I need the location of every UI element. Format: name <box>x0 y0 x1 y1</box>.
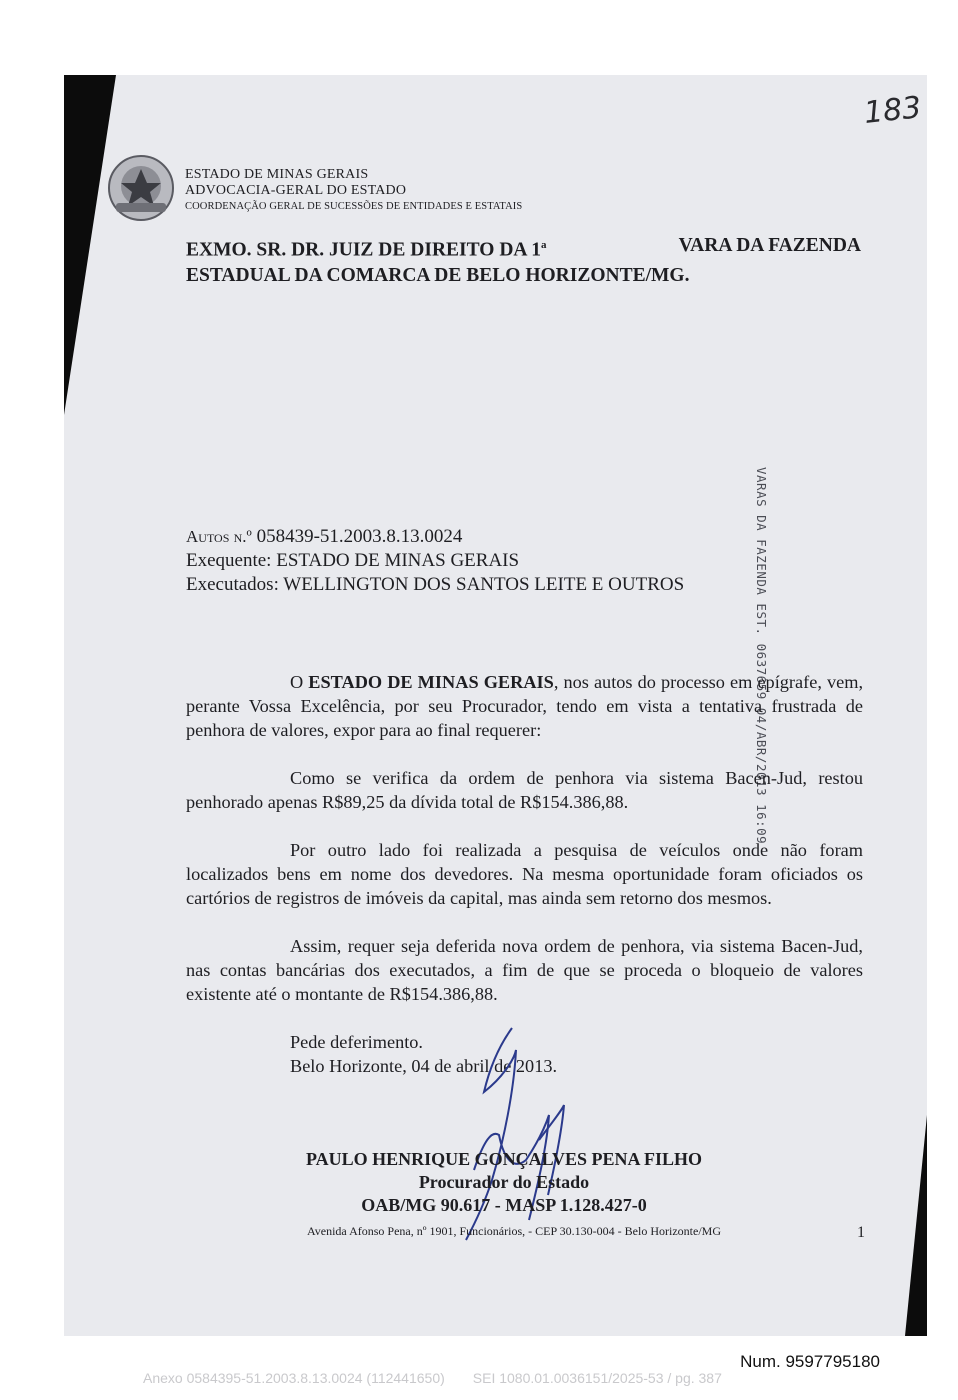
annex-watermark <box>143 1370 722 1386</box>
paragraph-1: O ESTADO DE MINAS GERAIS, nos autos do processo em epígrafe, vem, perante Vossa Excelência, por seu Procurador, tendo em vista a tentativa frustrada de penhora de valores, expor para ao final requerer: <box>186 672 864 740</box>
addressee-line1-right: VARA DA FAZENDA <box>678 235 861 256</box>
header-department: COORDENAÇÃO GERAL DE SUCESSÕES DE ENTIDADES E ESTATAIS <box>185 201 523 212</box>
autos-label: Autos n.º <box>186 527 252 546</box>
scan-right-shadow <box>887 75 927 1336</box>
paragraph-2: Como se verifica da ordem de penhora via sistema Bacen-Jud, restou penhorado apenas R$89,25 da dívida total de R$154.386,88. <box>186 768 863 812</box>
addressee <box>186 233 861 288</box>
protocol-stamp: VARAS DA FAZENDA EST. 0637659 04/ABR/2013 16:09 <box>754 467 769 845</box>
document-num-label: Num. 9597795180 <box>740 1352 880 1371</box>
party-name: ESTADO DE MINAS GERAIS <box>308 672 554 692</box>
signatory-title: Procurador do Estado <box>418 1172 590 1192</box>
exequente-line: Exequente: ESTADO DE MINAS GERAIS <box>186 550 520 571</box>
scan-left-shadow <box>64 75 124 1336</box>
scanned-page <box>64 75 927 1336</box>
signatory-block <box>244 1148 764 1217</box>
paragraph-4: Assim, requer seja deferida nova ordem de penhora, via sistema Bacen-Jud, nas contas bancárias dos executados, a fim de que se proceda o bloqueio de valores existente até o montante de R$154.386,88. <box>186 936 863 1004</box>
executados-line: Executados: WELLINGTON DOS SANTOS LEITE E OUTROS <box>186 574 685 595</box>
case-info <box>186 525 684 597</box>
annex-right: SEI 1080.01.0036151/2025-53 / pg. 387 <box>472 1370 722 1386</box>
footer-address: Avenida Afonso Pena, nº 1901, Funcionários, - CEP 30.130-004 - Belo Horizonte/MG <box>306 1224 721 1238</box>
handwritten-page-number: 183 <box>862 90 923 131</box>
ordinal-sup: a <box>541 239 547 251</box>
header-state: ESTADO DE MINAS GERAIS <box>185 167 369 182</box>
autos-number: 058439-51.2003.8.13.0024 <box>256 526 463 547</box>
addressee-line1-left: EXMO. SR. DR. JUIZ DE DIREITO DA 1$^a$ <box>186 239 547 261</box>
autos-line <box>186 525 684 549</box>
signatory-registration: OAB/MG 90.617 - MASP 1.128.427-0 <box>361 1195 647 1215</box>
page-number: 1 <box>857 1224 865 1241</box>
state-seal-icon <box>106 153 176 223</box>
header-agency: ADVOCACIA-GERAL DO ESTADO <box>185 183 407 198</box>
paragraph-3: Por outro lado foi realizada a pesquisa de veículos onde não foram localizados bens em nome dos devedores. Na mesma oportunidade foram oficiados os cartórios de registros de imóveis da capital, mas ainda sem retorno dos mesmos. <box>186 840 863 908</box>
institution-header <box>185 167 522 215</box>
closing-request: Pede deferimento. <box>290 1032 423 1052</box>
annex-left: Anexo 0584395-51.2003.8.13.0024 (112441650) <box>143 1370 445 1386</box>
closing-date: Belo Horizonte, 04 de abril de 2013. <box>290 1056 558 1076</box>
addressee-line2: ESTADUAL DA COMARCA DE BELO HORIZONTE/MG. <box>186 264 690 286</box>
signatory-name: PAULO HENRIQUE GONÇALVES PENA FILHO <box>305 1149 703 1169</box>
